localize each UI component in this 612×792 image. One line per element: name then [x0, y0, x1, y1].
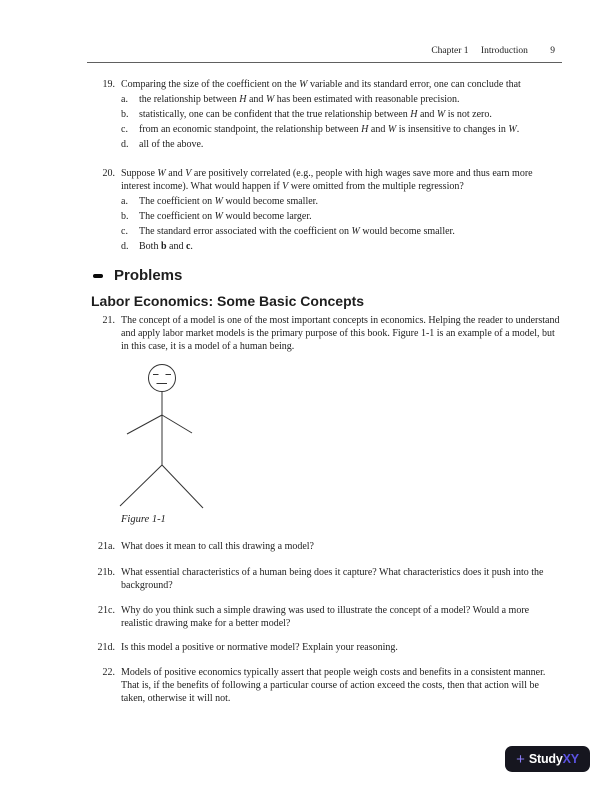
option-row	[121, 210, 560, 223]
option-row	[121, 240, 560, 253]
option-text: statistically, one can be confident that the true relationship between H and W is not zero.	[139, 109, 492, 120]
question-number: 21c.	[98, 605, 115, 616]
option-row	[121, 195, 560, 208]
question-text: Models of positive economics typically assert that people weigh costs and benefits in a consistent manner. That is, if the benefits of following a particular course of action exceed the costs, then that action will be taken, otherwise it will not.	[121, 667, 546, 704]
stick-figure-drawing	[100, 358, 220, 513]
header-section: Introduction	[480, 46, 528, 56]
question-21d	[95, 641, 560, 654]
figure-1-1	[100, 358, 220, 518]
header-page-number: 9	[550, 46, 555, 56]
option-text: The coefficient on W would become larger.	[139, 211, 312, 222]
stick-figure-head	[149, 365, 176, 392]
option-text: the relationship between H and W has been estimated with reasonable precision.	[139, 94, 460, 105]
option-letter: a.	[121, 94, 128, 105]
problems-section-heading	[93, 267, 182, 285]
question-19	[95, 78, 560, 153]
question-text: The concept of a model is one of the most important concepts in economics. Helping the reader to understand and apply labor market models is the primary purpose of this book. Figure 1-1 is an example of a model, but in this case, it is a model of a human being.	[121, 315, 560, 352]
question-number: 21.	[102, 315, 115, 326]
header-chapter: Chapter 1	[431, 46, 469, 56]
header-rule	[87, 62, 562, 63]
option-text: The coefficient on W would become smaller.	[139, 196, 318, 207]
option-row	[121, 108, 560, 121]
bullet-dash-icon	[93, 274, 103, 278]
option-text: Both b and c.	[139, 241, 193, 252]
question-21	[95, 314, 560, 353]
options-list	[121, 93, 560, 151]
question-number: 21a.	[98, 541, 115, 552]
figure-caption: Figure 1-1	[121, 514, 166, 525]
question-text: What essential characteristics of a human being does it capture? What characteristics does it push into the background?	[121, 567, 544, 591]
question-text: Suppose W and V are positively correlated (e.g., people with high wages save more and thus earn more interest income). What would happen if V were omitted from the multiple regression?	[121, 168, 533, 192]
question-number: 21b.	[97, 567, 115, 578]
question-number: 20.	[102, 168, 115, 179]
question-22	[95, 666, 560, 705]
option-row	[121, 225, 560, 238]
question-21a	[95, 540, 560, 553]
option-letter: a.	[121, 196, 128, 207]
stick-figure-left-leg	[120, 465, 162, 506]
question-number: 19.	[102, 79, 115, 90]
question-21c	[95, 604, 560, 630]
question-20	[95, 167, 560, 255]
option-letter: d.	[121, 241, 129, 252]
option-text: all of the above.	[139, 139, 204, 150]
brand-study-text: Study	[528, 752, 563, 766]
option-letter: c.	[121, 124, 128, 135]
option-row	[121, 138, 560, 151]
question-21b	[95, 566, 560, 592]
option-text: from an economic standpoint, the relationship between H and W is insensitive to changes in W.	[139, 124, 520, 135]
problems-heading-label: Problems	[114, 267, 183, 284]
option-letter: d.	[121, 139, 129, 150]
question-number: 21d.	[97, 642, 115, 653]
option-text: The standard error associated with the coefficient on W would become smaller.	[139, 226, 455, 237]
option-letter: b.	[121, 109, 129, 120]
page-header	[87, 46, 555, 56]
option-row	[121, 93, 560, 106]
question-text: What does it mean to call this drawing a model?	[121, 541, 314, 552]
question-text: Why do you think such a simple drawing was used to illustrate the concept of a model? Would a more realistic drawing make for a better model?	[121, 605, 530, 629]
option-letter: b.	[121, 211, 129, 222]
brand-xy-text: XY	[562, 752, 579, 766]
option-row	[121, 123, 560, 136]
topic-subheading: Labor Economics: Some Basic Concepts	[91, 293, 365, 309]
options-list	[121, 195, 560, 253]
stick-figure-right-arm	[162, 415, 192, 433]
question-text: Is this model a positive or normative model? Explain your reasoning.	[121, 642, 398, 653]
question-number: 22.	[102, 667, 115, 678]
studyxy-logo	[505, 746, 590, 772]
stick-figure-left-arm	[127, 415, 162, 434]
option-letter: c.	[121, 226, 128, 237]
stick-figure-right-leg	[162, 465, 203, 508]
plus-icon: +	[516, 750, 525, 768]
question-text: Comparing the size of the coefficient on the W variable and its standard error, one can conclude that	[121, 79, 521, 90]
